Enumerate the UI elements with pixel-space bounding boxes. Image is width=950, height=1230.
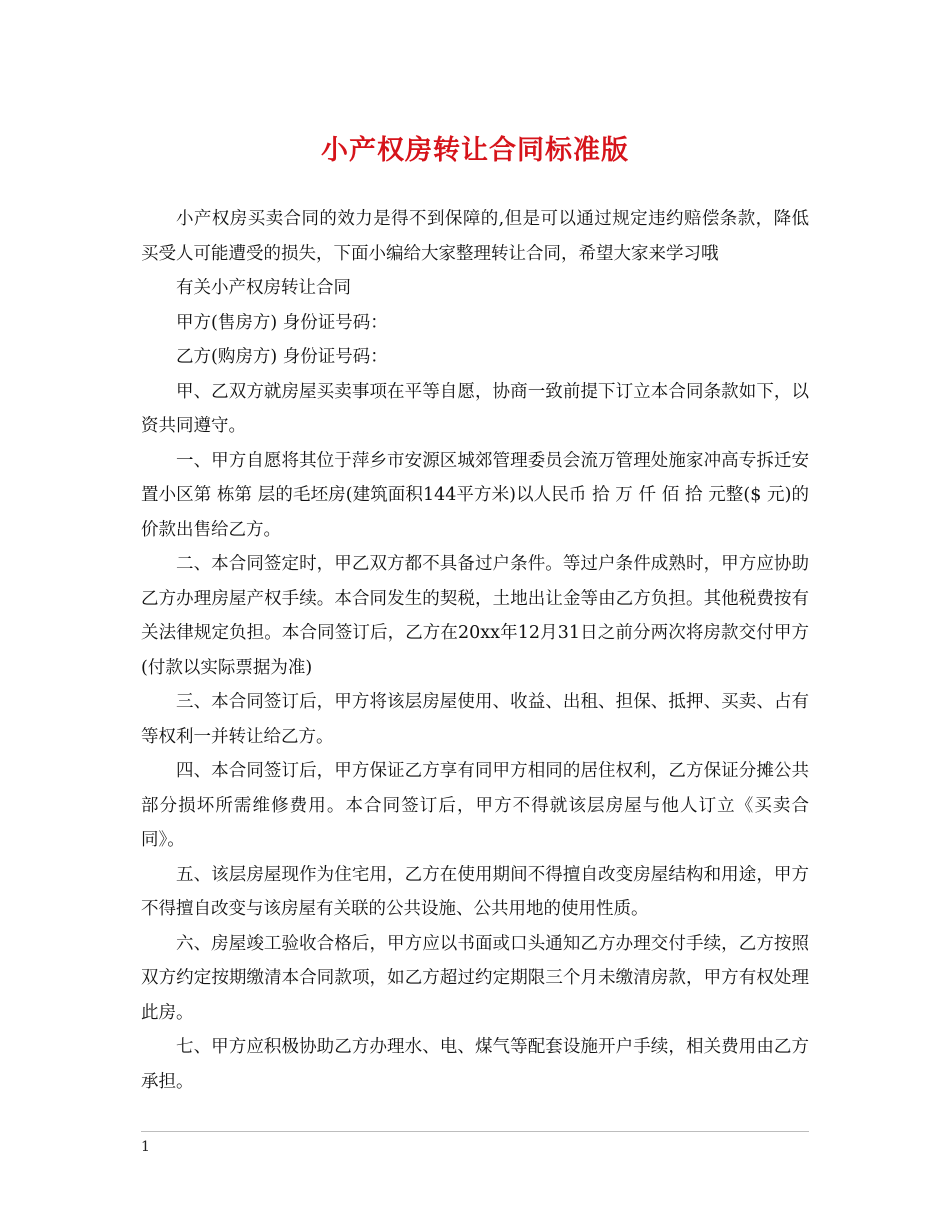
footer-divider <box>141 1131 809 1132</box>
paragraph-clause-7: 七、甲方应积极协助乙方办理水、电、煤气等配套设施开户手续，相关费用由乙方承担。 <box>141 1037 809 1092</box>
paragraph-clause-3: 三、本合同签订后，甲方将该层房屋使用、收益、出租、担保、抵押、买卖、占有等权利一并转让给乙方。 <box>141 692 809 747</box>
document-title: 小产权房转让合同标准版 <box>321 135 629 166</box>
document-body <box>141 202 809 1099</box>
paragraph-preamble: 甲、乙双方就房屋买卖事项在平等自愿，协商一致前提下订立本合同条款如下，以资共同遵守。 <box>141 381 809 436</box>
paragraph-clause-2: 二、本合同签定时，甲乙双方都不具备过户条件。等过户条件成熟时，甲方应协助乙方办理房屋产权手续。本合同发生的契税，土地出让金等由乙方负担。其他税费按有关法律规定负担。本合同签订后，乙方在20xx年12月31日之前分两次将房款交付甲方(付款以实际票据为准) <box>141 554 809 678</box>
paragraph-clause-6: 六、房屋竣工验收合格后，甲方应以书面或口头通知乙方办理交付手续，乙方按照双方约定按期缴清本合同款项，如乙方超过约定期限三个月未缴清房款，甲方有权处理此房。 <box>141 933 809 1023</box>
paragraph-heading: 有关小产权房转让合同 <box>176 278 351 298</box>
paragraph-clause-5: 五、该层房屋现作为住宅用，乙方在使用期间不得擅自改变房屋结构和用途，甲方不得擅自改变与该房屋有关联的公共设施、公共用地的使用性质。 <box>141 864 809 919</box>
paragraph-clause-4: 四、本合同签订后，甲方保证乙方享有同甲方相同的居住权利，乙方保证分摊公共部分损坏所需维修费用。本合同签订后，甲方不得就该层房屋与他人订立《买卖合同》。 <box>141 761 809 850</box>
paragraph-party-b: 乙方(购房方) 身份证号码： <box>176 347 388 367</box>
paragraph-intro: 小产权房买卖合同的效力是得不到保障的,但是可以通过规定违约赔偿条款，降低买受人可能遭受的损失，下面小编给大家整理转让合同，希望大家来学习哦 <box>141 209 809 264</box>
paragraph-clause-1: 一、甲方自愿将其位于萍乡市安源区城郊管理委员会流万管理处施家冲高专拆迁安置小区第 栋第 层的毛坯房(建筑面积144平方米)以人民币 拾 万 仟 佰 拾 元整($ 元)的价款出售给乙方。 <box>141 450 809 540</box>
paragraph-party-a: 甲方(售房方) 身份证号码： <box>176 312 388 333</box>
page-number: 1 <box>141 1139 150 1155</box>
